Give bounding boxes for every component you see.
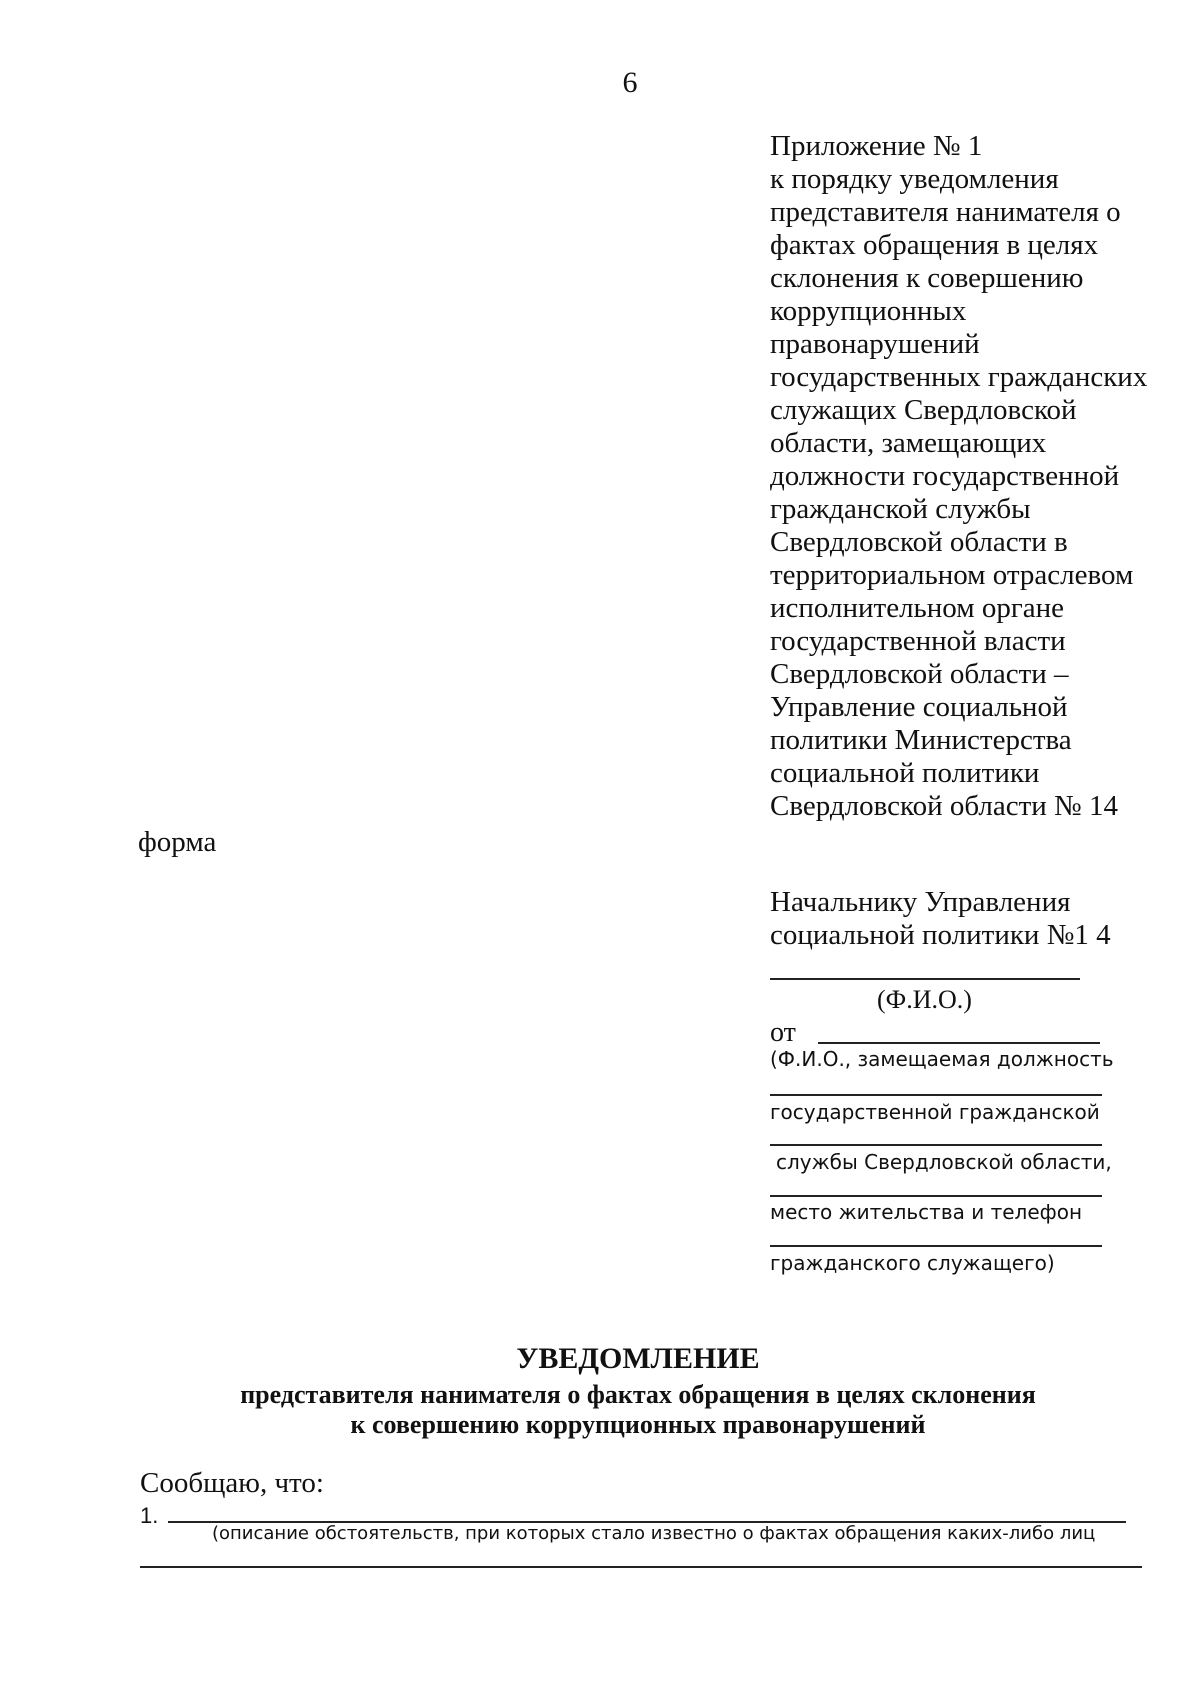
sender-name-line xyxy=(818,1042,1100,1044)
addressee-name-line xyxy=(770,978,1080,980)
appendix-line: Управление социальной xyxy=(770,691,1068,723)
appendix-line: исполнительном органе xyxy=(770,592,1065,624)
appendix-line: правонарушений xyxy=(770,328,980,360)
appendix-line: Приложение № 1 xyxy=(770,130,983,162)
sender-caption: (Ф.И.О., замещаемая должность xyxy=(770,1047,1114,1071)
appendix-line: политики Министерства xyxy=(770,724,1072,756)
item-fill-line xyxy=(140,1566,1142,1568)
document-title: УВЕДОМЛЕНИЕ xyxy=(516,1342,760,1375)
appendix-line: территориальном отраслевом xyxy=(770,559,1134,591)
appendix-line: фактах обращения в целях xyxy=(770,229,1099,261)
fio-caption: (Ф.И.О.) xyxy=(877,985,972,1014)
appendix-line: социальной политики xyxy=(770,757,1040,789)
appendix-line: Свердловской области № 14 xyxy=(770,790,1118,822)
addressee-block xyxy=(770,886,1111,952)
appendix-line: коррупционных xyxy=(770,295,967,327)
item-caption: (описание обстоятельств, при которых стало известно о фактах обращения каких-либо лиц xyxy=(212,1523,1096,1544)
appendix-line: Свердловской области в xyxy=(770,526,1068,558)
appendix-line: представителя нанимателя о xyxy=(770,196,1121,228)
appendix-line: Свердловской области – xyxy=(770,658,1069,690)
appendix-line: государственных гражданских xyxy=(770,361,1148,393)
sender-line xyxy=(770,1094,1102,1096)
appendix-line: служащих Свердловской xyxy=(770,394,1077,426)
form-label: форма xyxy=(138,826,217,858)
sender-caption: службы Свердловской области, xyxy=(776,1150,1112,1174)
item-number: 1. xyxy=(140,1503,159,1528)
appendix-line: должности государственной xyxy=(770,460,1120,492)
addressee-line: Начальнику Управления xyxy=(770,886,1071,918)
appendix-line: к порядку уведомления xyxy=(770,163,1059,195)
appendix-line: государственной власти xyxy=(770,625,1066,657)
document-subtitle-line: представителя нанимателя о фактах обращения в целях склонения xyxy=(240,1380,1036,1409)
document-subtitle-line: к совершению коррупционных правонарушений xyxy=(350,1410,926,1439)
appendix-line: гражданской службы xyxy=(770,493,1031,525)
sender-line xyxy=(770,1195,1102,1197)
from-label: от xyxy=(770,1017,796,1048)
sender-line xyxy=(770,1144,1102,1146)
sender-line xyxy=(770,1245,1102,1247)
sender-caption: гражданского служащего) xyxy=(770,1251,1055,1275)
page-number: 6 xyxy=(622,66,638,99)
sender-caption: место жительства и телефон xyxy=(770,1200,1083,1224)
appendix-line: области, замещающих xyxy=(770,427,1047,459)
sender-caption: государственной гражданской xyxy=(770,1100,1100,1124)
addressee-line: социальной политики №1 4 xyxy=(770,919,1111,951)
report-intro: Сообщаю, что: xyxy=(140,1467,324,1499)
appendix-line: склонения к совершению xyxy=(770,262,1084,294)
appendix-header xyxy=(770,130,1147,823)
